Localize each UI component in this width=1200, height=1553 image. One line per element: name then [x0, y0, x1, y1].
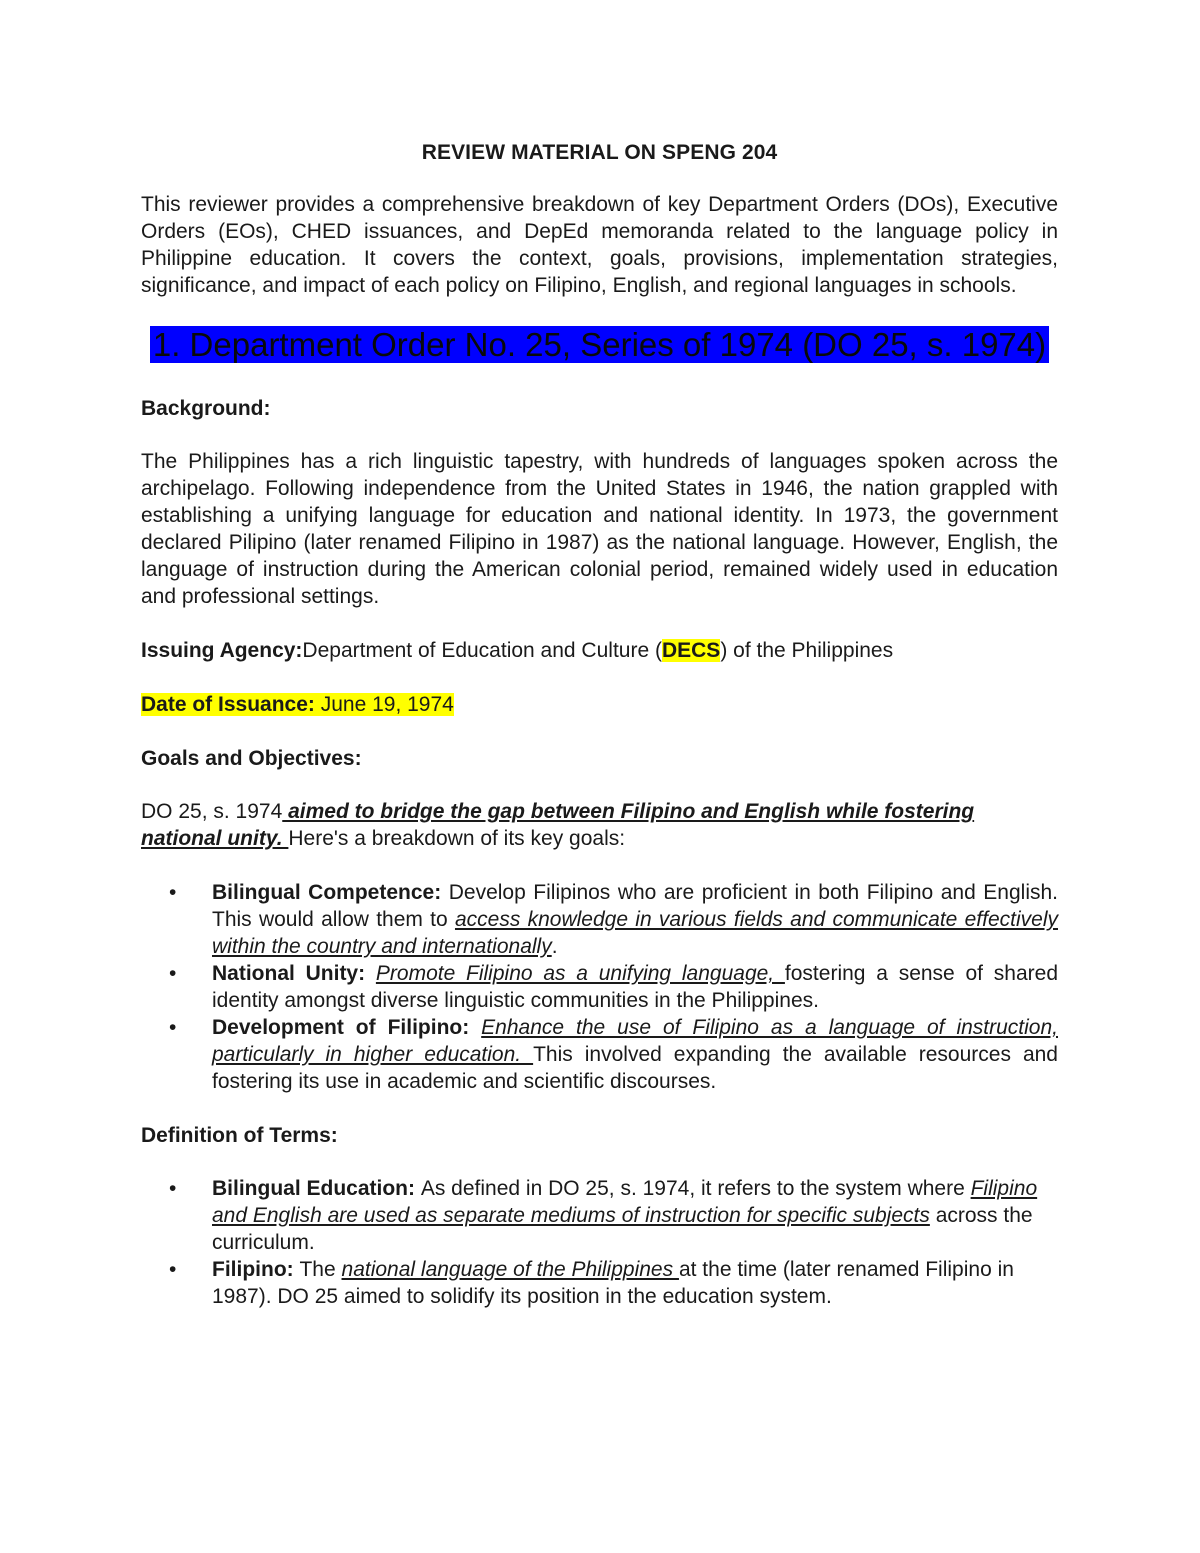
list-item: [141, 960, 1058, 1014]
issuing-agency-text-before: Department of Education and Culture (: [302, 639, 662, 662]
list-item-text: As defined in DO 25, s. 1974, it refers to the system where: [420, 1177, 971, 1200]
list-item-emphasis: national language of the Philippines: [341, 1258, 679, 1281]
list-item: [141, 1175, 1058, 1256]
list-item-emphasis: Enhance the use of Filipino as a language of instruction, particularly in higher education.: [212, 1016, 1058, 1066]
background-label: Background:: [141, 397, 271, 420]
list-item-text-end: This involved expanding the available resources and fostering its use in academic and scientific discourses.: [212, 1043, 1058, 1093]
definitions-list: [141, 1175, 1058, 1310]
issuing-agency-label: Issuing Agency:: [141, 639, 303, 662]
issuing-agency-line: [141, 637, 1058, 664]
date-of-issuance-line: [141, 691, 1058, 718]
document-title: REVIEW MATERIAL ON SPENG 204: [421, 141, 778, 164]
document-body: [141, 141, 1058, 1337]
list-item: [141, 1256, 1058, 1310]
goals-intro-suffix: Here's a breakdown of its key goals:: [288, 827, 626, 850]
goals-intro: [141, 798, 1058, 852]
list-item-emphasis: access knowledge in various fields and communicate effectively within the country and internationally: [212, 908, 1058, 958]
list-item: [141, 879, 1058, 960]
list-item-emphasis: Promote Filipino as a unifying language,: [375, 962, 785, 985]
bullet-icon: •: [169, 1177, 177, 1200]
list-item-text: Develop Filipinos who are proficient in both Filipino and English. This would allow them to: [212, 881, 1058, 931]
issuing-agency-text-after: ) of the Philippines: [720, 639, 894, 662]
intro-paragraph: This reviewer provides a comprehensive breakdown of key Department Orders (DOs), Executive Orders (EOs), CHED issuances, and DepEd memoranda related to the language policy in Philippine education. It covers the context, goals, provisions, implementation strategies, significance, and impact of each policy on Filipino, English, and regional languages in schools.: [141, 193, 1058, 297]
bullet-icon: •: [169, 1016, 177, 1039]
list-item-emphasis: Filipino and English are used as separate mediums of instruction for specific subjects: [212, 1177, 1038, 1227]
bullet-icon: •: [169, 881, 177, 904]
list-item-text-end: .: [551, 935, 558, 958]
list-item-term: Filipino:: [212, 1258, 300, 1281]
goals-intro-emphasis: aimed to bridge the gap between Filipino and English while fostering national unity.: [141, 800, 975, 850]
list-item-text-end: at the time (later renamed Filipino in 1987). DO 25 aimed to solidify its position in the education system.: [212, 1258, 1014, 1308]
list-item-text-end: fostering a sense of shared identity amongst diverse linguistic communities in the Philippines.: [212, 962, 1058, 1012]
background-paragraph: The Philippines has a rich linguistic tapestry, with hundreds of languages spoken across the archipelago. Following independence from the United States in 1946, the nation grappled with establishing a unifying language for education and national identity. In 1973, the government declared Pilipino (later renamed Filipino in 1987) as the national language. However, English, the language of instruction during the American colonial period, remained widely used in education and professional settings.: [141, 450, 1058, 608]
goals-list: [141, 879, 1058, 1095]
date-of-issuance-highlight: [141, 693, 454, 716]
date-of-issuance-label: Date of Issuance:: [141, 693, 315, 716]
bullet-icon: •: [169, 1258, 177, 1281]
list-item-term: Bilingual Education:: [212, 1177, 421, 1200]
goals-intro-prefix: DO 25, s. 1974: [141, 800, 283, 823]
bullet-icon: •: [169, 962, 177, 985]
list-item: [141, 1014, 1058, 1095]
issuing-agency-highlight: DECS: [661, 639, 721, 662]
list-item-text-end: across the curriculum.: [212, 1204, 1033, 1254]
list-item-term: Bilingual Competence:: [212, 881, 449, 904]
list-item-term: National Unity:: [212, 962, 376, 985]
section-heading-text: 1. Department Order No. 25, Series of 1974 (DO 25, s. 1974): [150, 326, 1049, 363]
list-item-term: Development of Filipino:: [212, 1016, 482, 1039]
date-of-issuance-value: June 19, 1974: [314, 693, 454, 716]
definitions-label: Definition of Terms:: [141, 1124, 338, 1147]
section-heading: [141, 325, 1058, 365]
goals-label: Goals and Objectives:: [141, 747, 362, 770]
list-item-text: The: [299, 1258, 342, 1281]
